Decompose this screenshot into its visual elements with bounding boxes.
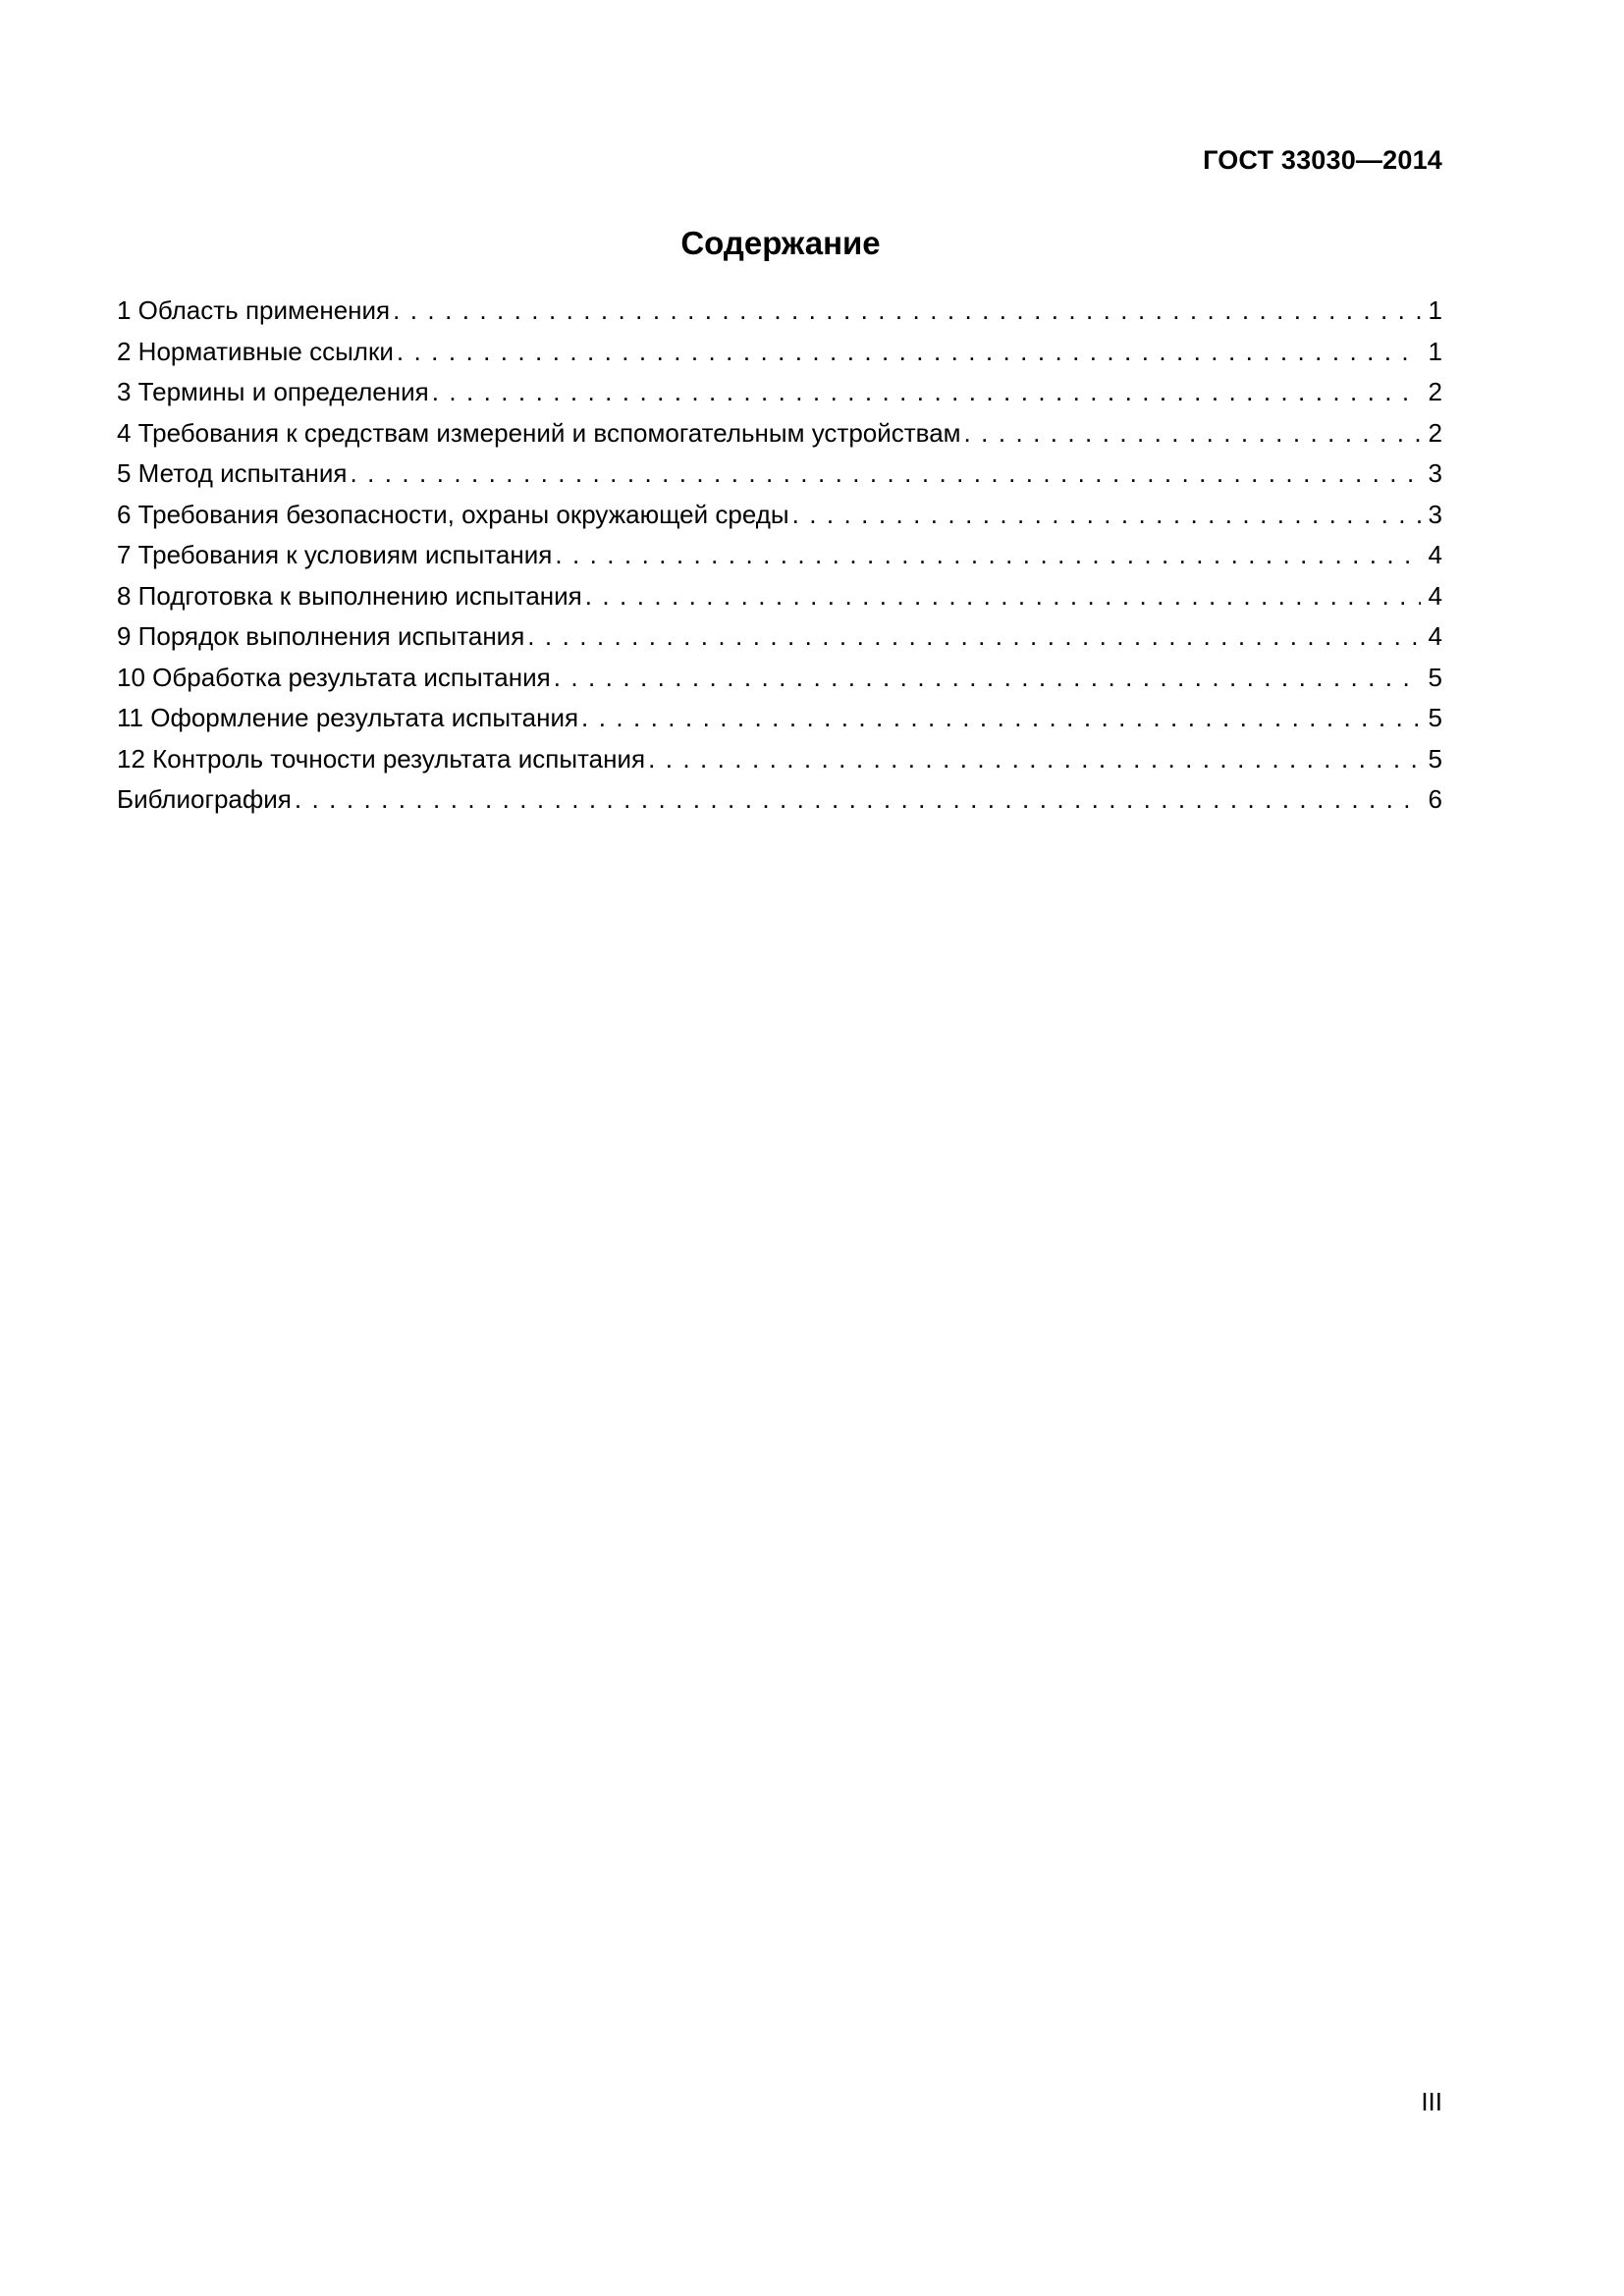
toc-dot-leader xyxy=(295,779,1421,821)
toc-entry-preparation xyxy=(117,576,1442,617)
toc-entry-processing xyxy=(117,658,1442,699)
toc-entry-label: 10 Обработка результата испытания xyxy=(117,662,551,692)
toc-dot-leader xyxy=(555,535,1421,576)
toc-entry-page: 2 xyxy=(1428,417,1442,448)
toc-entry-test-method xyxy=(117,454,1442,495)
toc-entry-page: 6 xyxy=(1428,784,1442,814)
toc-entry-page: 2 xyxy=(1428,377,1442,406)
toc-entry-page: 3 xyxy=(1428,458,1442,488)
toc-entry-page: 4 xyxy=(1428,580,1442,611)
toc-entry-label: 1 Область применения xyxy=(117,295,391,325)
toc-entry-label: Библиография xyxy=(117,784,292,814)
toc-entry-reporting xyxy=(117,698,1442,739)
toc-dot-leader xyxy=(350,454,1421,495)
toc-dot-leader xyxy=(585,576,1421,617)
toc-dot-leader xyxy=(964,413,1421,454)
toc-dot-leader xyxy=(432,372,1421,413)
toc-entry-label: 8 Подготовка к выполнению испытания xyxy=(117,580,582,611)
table-of-contents xyxy=(117,291,1442,821)
toc-entry-page: 4 xyxy=(1428,621,1442,651)
toc-dot-leader xyxy=(581,698,1421,739)
toc-entry-page: 3 xyxy=(1428,499,1442,529)
document-code: ГОСТ 33030—2014 xyxy=(1203,145,1442,175)
toc-entry-label: 6 Требования безопасности, охраны окружающей среды xyxy=(117,499,789,529)
toc-dot-leader xyxy=(554,658,1421,699)
toc-entry-scope xyxy=(117,291,1442,332)
toc-entry-bibliography xyxy=(117,779,1442,821)
toc-entry-label: 4 Требования к средствам измерений и вспомогательным устройствам xyxy=(117,417,961,448)
toc-entry-safety xyxy=(117,495,1442,536)
toc-entry-page: 5 xyxy=(1428,743,1442,774)
toc-dot-leader xyxy=(397,332,1421,373)
toc-entry-page: 1 xyxy=(1428,336,1442,366)
toc-entry-label: 7 Требования к условиям испытания xyxy=(117,540,553,569)
toc-entry-label: 5 Метод испытания xyxy=(117,458,348,488)
toc-dot-leader xyxy=(393,291,1421,332)
toc-entry-test-conditions xyxy=(117,535,1442,576)
toc-entry-measuring-instruments xyxy=(117,413,1442,454)
toc-entry-normative-references xyxy=(117,332,1442,373)
toc-entry-label: 9 Порядок выполнения испытания xyxy=(117,621,525,651)
toc-entry-label: 2 Нормативные ссылки xyxy=(117,336,394,366)
toc-entry-terms xyxy=(117,372,1442,413)
toc-dot-leader xyxy=(648,739,1421,780)
toc-dot-leader xyxy=(527,616,1421,658)
toc-entry-label: 12 Контроль точности результата испытания xyxy=(117,743,646,774)
toc-title: Содержание xyxy=(680,225,881,261)
toc-entry-accuracy-control xyxy=(117,739,1442,780)
page-number: III xyxy=(1421,2087,1442,2116)
toc-entry-label: 3 Термины и определения xyxy=(117,377,429,406)
toc-entry-label: 11 Оформление результата испытания xyxy=(117,703,579,732)
toc-entry-page: 5 xyxy=(1428,662,1442,692)
toc-dot-leader xyxy=(792,495,1421,536)
toc-entry-page: 5 xyxy=(1428,703,1442,732)
toc-entry-page: 4 xyxy=(1428,540,1442,569)
toc-entry-procedure xyxy=(117,616,1442,658)
toc-entry-page: 1 xyxy=(1428,295,1442,325)
